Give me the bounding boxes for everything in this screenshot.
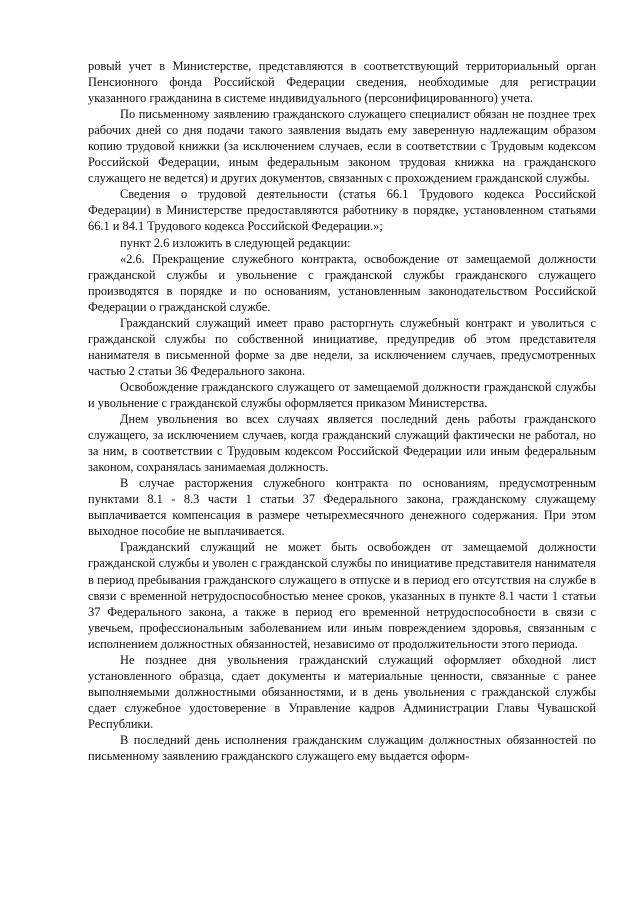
paragraph-dismissal-restrictions: Гражданский служащий не может быть освобожден от замещаемой должности гражданской службы и уволен с гражданской службы по инициативе представителя нанимателя в период пребывания гражданского служащего в отпуске и в период его отсутствия на службе в связи с временной нетрудоспособностью менее сроков, указанных в пункте 8.1 части 1 статьи 37 Федерального закона, а также в период его временной нетрудоспособности в связи с увечьем, профессиональным заболеванием или иным повреждением здоровья, связанным с исполнением должностных обязанностей, независимо от продолжительности этого периода.	[88, 540, 596, 651]
paragraph-amendment-intro: пункт 2.6 изложить в следующей редакции:	[120, 235, 351, 250]
paragraph-last-day: В последний день исполнения гражданским служащим должностных обязанностей по письменному заявлению гражданского служащего ему выдается оформ-	[88, 732, 596, 764]
paragraph-continuation: ровый учет в Министерстве, представляются в соответствующий территориальный орган Пенсионного фонда Российской Федерации сведения, необходимые для регистрации указанного гражданина в системе индивидуального (персонифицированного) учета.	[88, 59, 596, 106]
document-body	[88, 58, 596, 764]
paragraph-resignation-right: Гражданский служащий имеет право расторгнуть служебный контракт и уволиться с гражданской службы по собственной инициативе, предупредив об этом представителя нанимателя в письменной форме за две недели, за исключением случаев, предусмотренных частью 2 статьи 36 Федерального закона.	[88, 315, 596, 378]
paragraph-2-6-termination: «2.6. Прекращение служебного контракта, освобождение от замещаемой должности гражданской службы и увольнение с гражданской службы гражданского служащего производятся в порядке и по основаниям, установленным законодательством Российской Федерации о гражданской службе.	[88, 251, 596, 314]
paragraph-work-info: Сведения о трудовой деятельности (статья 66.1 Трудового кодекса Российской Федерации) в Министерстве предоставляются работнику в порядке, установленном статьями 66.1 и 84.1 Трудового кодекса Российской Федерации.»;	[88, 187, 596, 234]
paragraph-compensation: В случае расторжения служебного контракта по основаниям, предусмотренным пунктами 8.1 - 8.3 части 1 статьи 37 Федерального закона, гражданскому служащему выплачивается компенсация в размере четырехмесячного денежного содержания. При этом выходное пособие не выплачивается.	[88, 476, 596, 539]
paragraph-dismissal-day: Днем увольнения во всех случаях является последний день работы гражданского служащего, за исключением случаев, когда гражданский служащий фактически не работал, но за ним, в соответствии с Трудовым кодексом Российской Федерации или иным федеральным законом, сохранялась занимаемая должность.	[88, 412, 596, 475]
paragraph-work-book-copy: По письменному заявлению гражданского служащего специалист обязан не позднее трех рабочих дней со дня подачи такого заявления выдать ему заверенную надлежащим образом копию трудовой книжки (за исключением случаев, если в соответствии с Трудовым кодексом Российской Федерации, иным федеральным законом трудовая книжка на гражданского служащего не ведется) и других документов, связанных с прохождением гражданской службы.	[88, 107, 596, 186]
paragraph-dismissal-order: Освобождение гражданского служащего от замещаемой должности гражданской службы и увольнение с гражданской службы оформляется приказом Министерства.	[88, 379, 596, 410]
paragraph-clearance-sheet: Не позднее дня увольнения гражданский служащий оформляет обходной лист установленного образца, сдает документы и материальные ценности, связанные с ранее выполняемыми должностными обязанностями, и в день увольнения с гражданской службы сдает служебное удостоверение в Управление кадров Администрации Главы Чувашской Республики.	[88, 652, 596, 731]
